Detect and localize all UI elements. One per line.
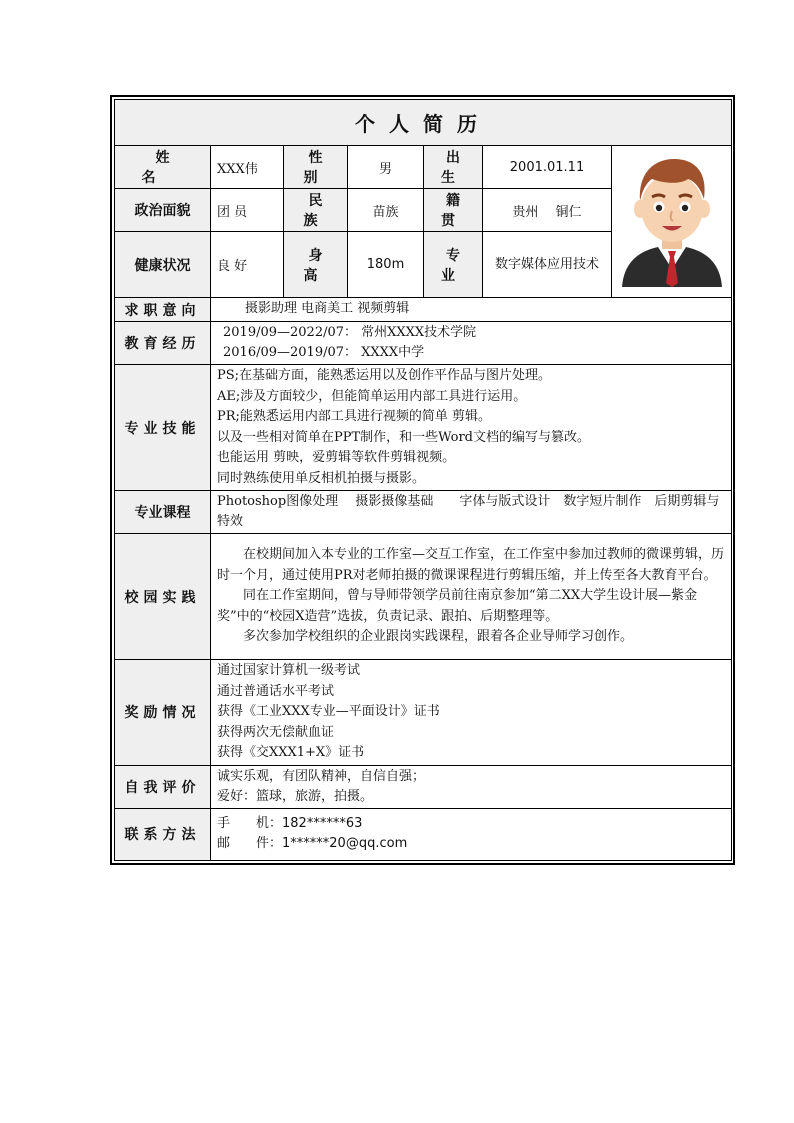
photo-cell: [612, 146, 732, 298]
name-value: XXX伟: [211, 146, 284, 189]
birth-value: 2001.01.11: [483, 146, 612, 189]
health-label: 健康状况: [115, 232, 211, 298]
education-line: 2016/09—2019/07： XXXX中学: [223, 345, 425, 360]
self-eval-lines: [211, 765, 732, 808]
gender-label: 性 别: [284, 146, 348, 189]
phone-label: 手 机：: [217, 816, 283, 831]
job-intent-value: 摄影助理 电商美工 视频剪辑: [211, 298, 732, 322]
native-value: 贵州 铜仁: [483, 189, 612, 232]
award-line: 通过普通话水平考试: [217, 683, 335, 699]
politics-value: 团 员: [211, 189, 284, 232]
height-label: 身 高: [284, 232, 348, 298]
phone-value: 182******63: [282, 816, 363, 831]
ethnic-label: 民 族: [284, 189, 348, 232]
skill-line: AE;涉及方面较少，但能简单运用内部工具进行运用。: [217, 388, 527, 404]
skill-line: 也能运用 剪映，爱剪辑等软件剪辑视频。: [217, 450, 456, 465]
skill-line: PR;能熟悉运用内部工具进行视频的简单 剪辑。: [217, 409, 492, 424]
phone-line: [217, 814, 725, 834]
self-eval-line: 诚实乐观，有团队精神，自信自强；: [217, 768, 426, 784]
skill-line: PS;在基础方面，能熟悉运用以及创作平作品与图片处理。: [217, 368, 552, 383]
politics-label: 政治面貌: [115, 189, 211, 232]
skill-line: 同时熟练使用单反相机拍摄与摄影。: [217, 470, 426, 486]
resume-table: [114, 99, 732, 861]
height-value: 180m: [348, 232, 424, 298]
education-label: 教育经历: [115, 322, 211, 365]
name-label: 姓 名: [115, 146, 211, 189]
health-value: 良 好: [211, 232, 284, 298]
courses-label: 专业课程: [115, 491, 211, 534]
gender-value: 男: [348, 146, 424, 189]
email-line: [217, 834, 725, 854]
email-label: 邮 件：: [217, 836, 283, 851]
contact-lines: [211, 808, 732, 860]
job-intent-label: 求职意向: [115, 298, 211, 322]
contact-label: 联系方法: [115, 808, 211, 860]
awards-lines: [211, 660, 732, 766]
courses-value: Photoshop图像处理 摄影摄像基础 字体与版式设计 数字短片制作 后期剪辑与特效: [211, 491, 732, 534]
avatar-icon: [618, 153, 726, 287]
campus-paragraph: 在校期间加入本专业的工作室—交互工作室，在工作室中参加过教师的微课剪辑，历时一个月，通过使用PR对老师拍摄的微课课程进行剪辑压缩，并上传至各大教育平台。: [217, 547, 725, 583]
award-line: 获得《工业XXX专业—平面设计》证书: [217, 704, 440, 719]
award-line: 获得《交XXX1+X》证书: [217, 745, 365, 760]
campus-label: 校园实践: [115, 534, 211, 660]
award-line: 获得两次无偿献血证: [217, 724, 335, 740]
major-value: 数字媒体应用技术: [483, 232, 612, 298]
award-line: 通过国家计算机一级考试: [217, 663, 361, 678]
campus-paragraph: 同在工作室期间，曾与导师带领学员前往南京参加“第二XX大学生设计展—紫金奖”中的“校园X造营”选拔，负责记录、跟拍、后期整理等。: [217, 588, 698, 624]
awards-label: 奖励情况: [115, 660, 211, 766]
education-line: 2019/09—2022/07： 常州XXXX技术学院: [223, 325, 477, 340]
skills-lines: [211, 365, 732, 491]
major-label: 专 业: [424, 232, 483, 298]
resume: [110, 95, 735, 865]
campus-paragraph: 多次参加学校组织的企业跟岗实践课程，跟着各企业导师学习创作。: [243, 629, 634, 645]
resume-title: 个人简历: [115, 100, 732, 146]
education-lines: [211, 322, 732, 365]
self-eval-label: 自我评价: [115, 765, 211, 808]
ethnic-value: 苗族: [348, 189, 424, 232]
email-value: 1******20@qq.com: [282, 836, 408, 851]
skill-line: 以及一些相对简单在PPT制作，和一些Word文档的编写与篡改。: [217, 429, 591, 445]
self-eval-line: 爱好：篮球，旅游，拍摄。: [217, 788, 374, 804]
skills-label: 专业技能: [115, 365, 211, 491]
resume-border: [110, 95, 735, 865]
birth-label: 出 生: [424, 146, 483, 189]
campus-paragraphs: [211, 534, 732, 660]
native-label: 籍 贯: [424, 189, 483, 232]
